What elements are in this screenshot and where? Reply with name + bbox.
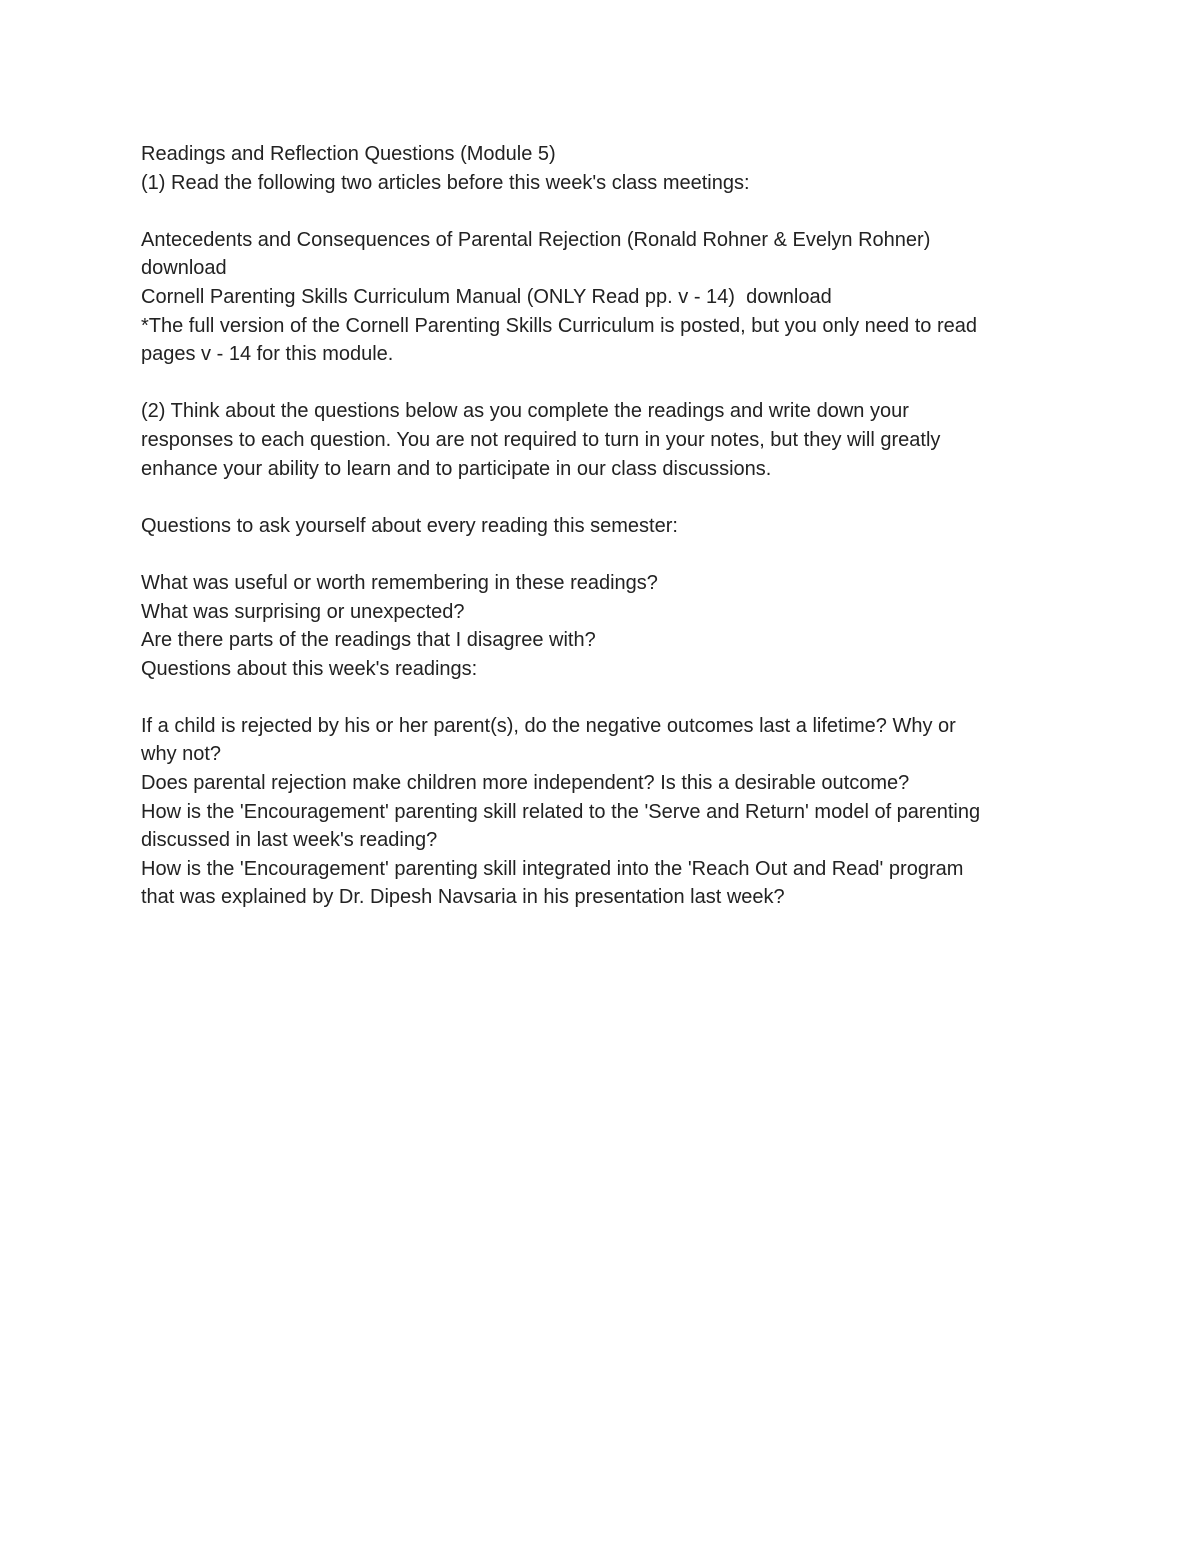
download-link[interactable]: download	[141, 257, 227, 280]
spacer	[141, 683, 1071, 712]
weekly-question: How is the 'Encouragement' parenting skill related to the 'Serve and Return' model of parenting	[141, 800, 981, 823]
instruction-line: responses to each question. You are not required to turn in your notes, but they will greatly	[141, 428, 941, 451]
note-line: pages v - 14 for this module.	[141, 343, 394, 366]
weekly-question: Does parental rejection make children more independent? Is this a desirable outcome?	[141, 772, 910, 795]
document-title: Readings and Reflection Questions (Module 5)	[141, 143, 556, 165]
article-entry	[141, 283, 1071, 312]
general-questions-heading: Questions to ask yourself about every reading this semester:	[141, 514, 678, 537]
weekly-question: How is the 'Encouragement' parenting skill integrated into the 'Reach Out and Read' program	[141, 857, 964, 880]
download-link[interactable]: download	[746, 285, 832, 308]
general-question: What was useful or worth remembering in these readings?	[141, 571, 658, 594]
spacer	[141, 540, 1071, 569]
spacer	[141, 369, 1071, 398]
weekly-questions-heading: Questions about this week's readings:	[141, 657, 478, 680]
reading-instruction: (1) Read the following two articles before this week's class meetings:	[141, 171, 750, 194]
spacer	[141, 197, 1071, 226]
note-line: *The full version of the Cornell Parenting Skills Curriculum is posted, but you only need to read	[141, 314, 977, 337]
weekly-question: that was explained by Dr. Dipesh Navsaria in his presentation last week?	[141, 886, 785, 909]
instruction-line: (2) Think about the questions below as you complete the readings and write down your	[141, 400, 909, 423]
weekly-question: If a child is rejected by his or her parent(s), do the negative outcomes last a lifetime? Why or	[141, 714, 956, 737]
spacer	[141, 483, 1071, 512]
general-question: Are there parts of the readings that I disagree with?	[141, 629, 596, 652]
document-body	[141, 140, 1071, 912]
general-question: What was surprising or unexpected?	[141, 600, 465, 623]
weekly-question: discussed in last week's reading?	[141, 829, 438, 852]
instruction-line: enhance your ability to learn and to participate in our class discussions.	[141, 457, 772, 480]
weekly-question: why not?	[141, 743, 222, 766]
article-title: Cornell Parenting Skills Curriculum Manual (ONLY Read pp. v - 14)	[141, 285, 735, 308]
article-title: Antecedents and Consequences of Parental Rejection (Ronald Rohner & Evelyn Rohner)	[141, 228, 931, 251]
